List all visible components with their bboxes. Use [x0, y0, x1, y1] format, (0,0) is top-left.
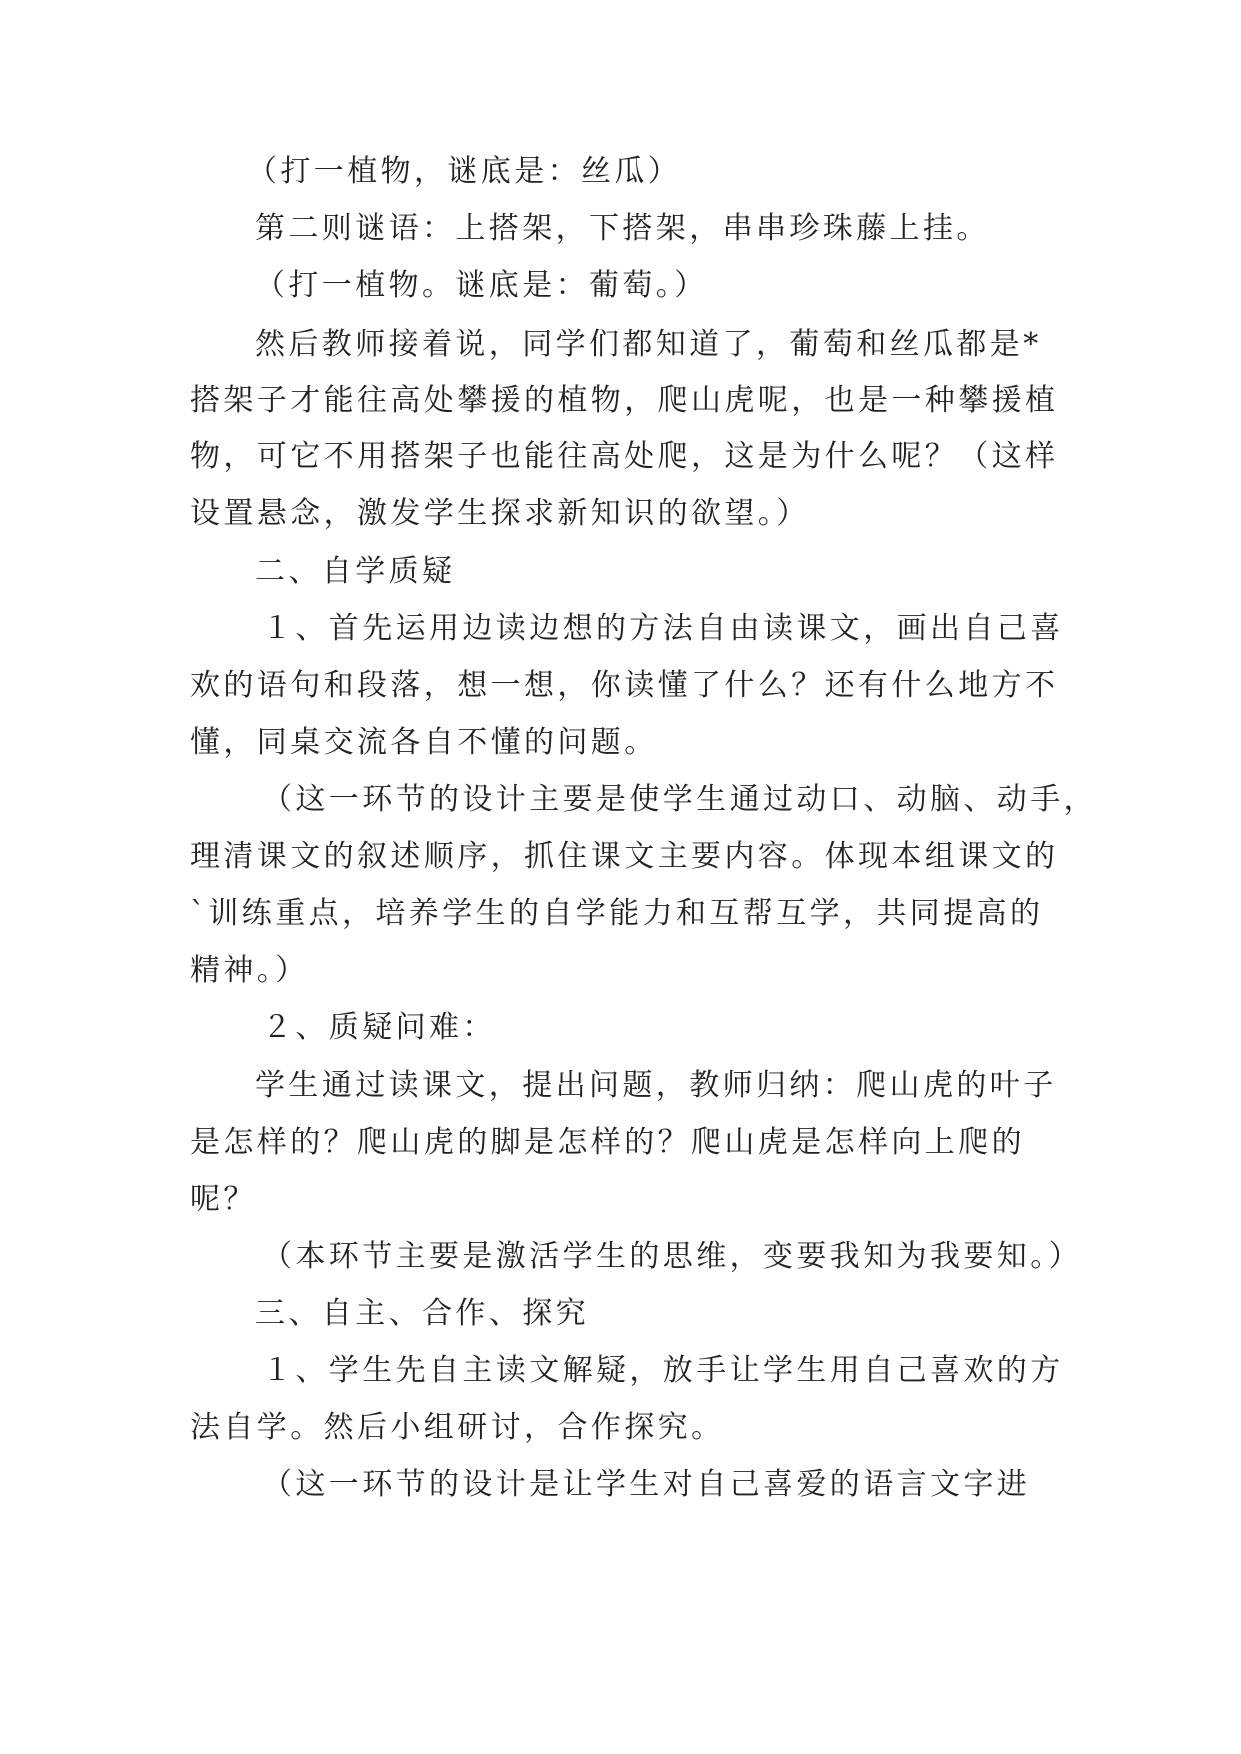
- text-line: 二、自学质疑: [255, 554, 456, 589]
- text-line: ２、质疑问难：: [262, 1010, 496, 1045]
- text-line: （打一植物，谜底是：丝瓜）: [247, 154, 682, 189]
- text-line: 物，可它不用搭架子也能往高处爬，这是为什么呢？（这样: [190, 439, 1059, 474]
- text-line: （打一植物。谜底是：葡萄。）: [255, 268, 708, 303]
- text-line: 设置悬念，激发学生探求新知识的欲望。）: [190, 496, 810, 531]
- text-line: 呢？: [190, 1182, 257, 1217]
- text-line: １、首先运用边读边想的方法自由读课文，画出自己喜: [262, 611, 1064, 646]
- text-line: （这一环节的设计是让学生对自己喜爱的语言文字进: [262, 1467, 1031, 1502]
- text-line: 精神。）: [190, 953, 309, 988]
- text-line: 欢的语句和段落，想一想，你读懂了什么？还有什么地方不: [190, 668, 1059, 703]
- text-line: （本环节主要是激活学生的思维，变要我知为我要知。）: [262, 1239, 1082, 1274]
- text-line: 然后教师接着说，同学们都知道了，葡萄和丝瓜都是*: [255, 327, 1042, 362]
- text-line: 懂，同桌交流各自不懂的问题。: [190, 725, 658, 760]
- text-line: `训练重点，培养学生的自学能力和互帮互学，共同提高的: [190, 896, 1044, 931]
- text-line: （这一环节的设计主要是使学生通过动口、动脑、动手，: [262, 782, 1097, 817]
- text-line: 是怎样的？爬山虎的脚是怎样的？爬山虎是怎样向上爬的: [190, 1125, 1025, 1160]
- text-line: 搭架子才能往高处攀援的植物，爬山虎呢，也是一种攀援植: [190, 383, 1059, 418]
- text-line: 理清课文的叙述顺序，抓住课文主要内容。体现本组课文的: [190, 839, 1059, 874]
- text-line: 学生通过读课文，提出问题，教师归纳：爬山虎的叶子: [255, 1068, 1057, 1103]
- text-line: １、学生先自主读文解疑，放手让学生用自己喜欢的方: [262, 1353, 1064, 1388]
- text-line: 法自学。然后小组研讨，合作探究。: [190, 1410, 725, 1445]
- text-line: 第二则谜语：上搭架，下搭架，串串珍珠藤上挂。: [255, 211, 990, 246]
- text-line: 三、自主、合作、探究: [255, 1296, 589, 1331]
